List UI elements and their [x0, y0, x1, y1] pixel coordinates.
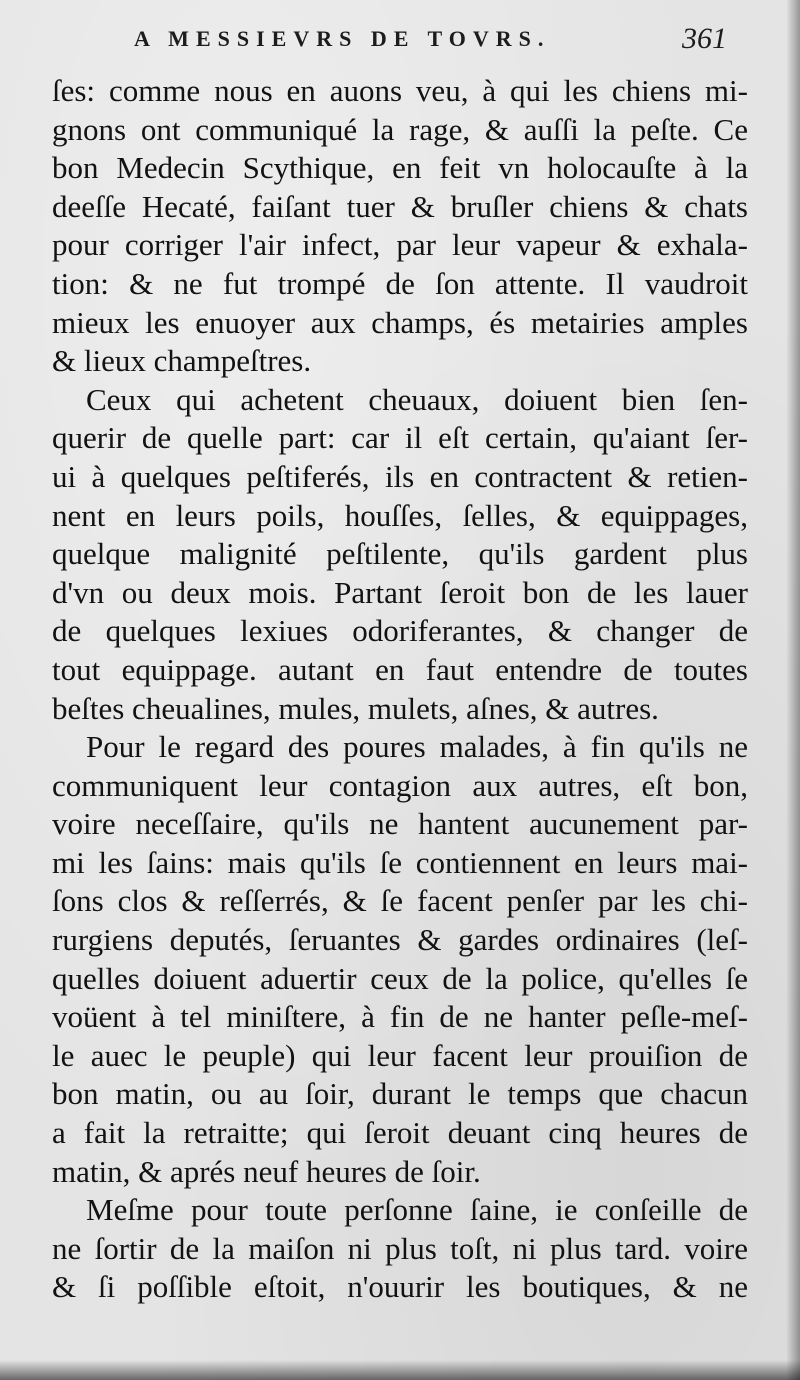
text-line: mieux les enuoyer aux champs, és metairies amples: [52, 304, 748, 340]
text-line: voire neceſſaire, qu'ils ne hantent aucunement par-: [52, 806, 748, 842]
text-line: d'vn ou deux mois. Partant ſeroit bon de les lauer: [52, 574, 748, 610]
text-line: ſes: comme nous en auons veu, à qui les chiens mi-: [52, 73, 748, 108]
text-line: ſons clos & reſſerrés, & ſe facent penſer par les chi-: [52, 883, 748, 919]
text-line: Pour le regard des poures malades, à fin qu'ils ne: [86, 729, 748, 765]
text-line: quelles doiuent aduertir ceux de la police, qu'elles ſe: [52, 960, 748, 996]
text-line: ne ſortir de la maiſon ni plus toſt, ni plus tard. voire: [52, 1230, 748, 1266]
text-line: communiquent leur contagion aux autres, eſt bon,: [52, 767, 748, 803]
text-line: voüent à tel miniſtere, à fin de ne hanter peſle-meſ-: [52, 999, 748, 1035]
text-line: ui à quelques peſtiferés, ils en contractent & retien-: [52, 458, 748, 494]
running-head: A MESSIEVRS DE TOVRS.: [134, 26, 551, 51]
text-line: matin, & aprés neuf heures de ſoir.: [52, 1153, 481, 1189]
text-line: deeſſe Hecaté, faiſant tuer & bruſler chiens & chats: [52, 188, 748, 224]
text-line: querir de quelle part: car il eſt certain, qu'aiant ſer-: [52, 420, 748, 456]
text-line: le auec le peuple) qui leur facent leur prouiſion de: [52, 1037, 748, 1073]
text-line: bon Medecin Scythique, en feit vn holocauſte à la: [52, 150, 748, 186]
body-text: [52, 72, 748, 1307]
text-line: de quelques lexiues odoriferantes, & changer de: [52, 613, 748, 649]
text-line: Ceux qui achetent cheuaux, doiuent bien ſen-: [86, 381, 748, 417]
text-line: pour corriger l'air infect, par leur vapeur & exhala-: [52, 227, 748, 263]
text-line: nent en leurs poils, houſſes, ſelles, & equippages,: [52, 497, 748, 533]
page-number: 361: [682, 22, 727, 55]
page-bottom-shadow: [0, 1360, 800, 1380]
text-line: gnons ont communiqué la rage, & auſſi la peſte. Ce: [52, 111, 748, 147]
text-line: rurgiens deputés, ſeruantes & gardes ordinaires (leſ-: [52, 922, 748, 958]
page-header: [0, 22, 800, 60]
text-line: mi les ſains: mais qu'ils ſe contiennent en leurs mai-: [52, 844, 748, 880]
text-line: quelque malignité peſtilente, qu'ils gardent plus: [52, 536, 748, 572]
text-line: beſtes cheualines, mules, mulets, aſnes, & autres.: [52, 690, 659, 726]
text-line: & ſi poſſible eſtoit, n'ouurir les boutiques, & ne: [52, 1269, 748, 1305]
text-line: tion: & ne fut trompé de ſon attente. Il vaudroit: [52, 265, 748, 301]
page-edge-shadow: [786, 0, 800, 1380]
text-line: tout equippage. autant en faut entendre de toutes: [52, 651, 748, 687]
text-line: Meſme pour toute perſonne ſaine, ie conſeille de: [86, 1192, 748, 1228]
text-line: & lieux champeſtres.: [52, 343, 312, 379]
text-line: bon matin, ou au ſoir, durant le temps que chacun: [52, 1076, 748, 1112]
text-line: a fait la retraitte; qui ſeroit deuant cinq heures de: [52, 1115, 748, 1151]
